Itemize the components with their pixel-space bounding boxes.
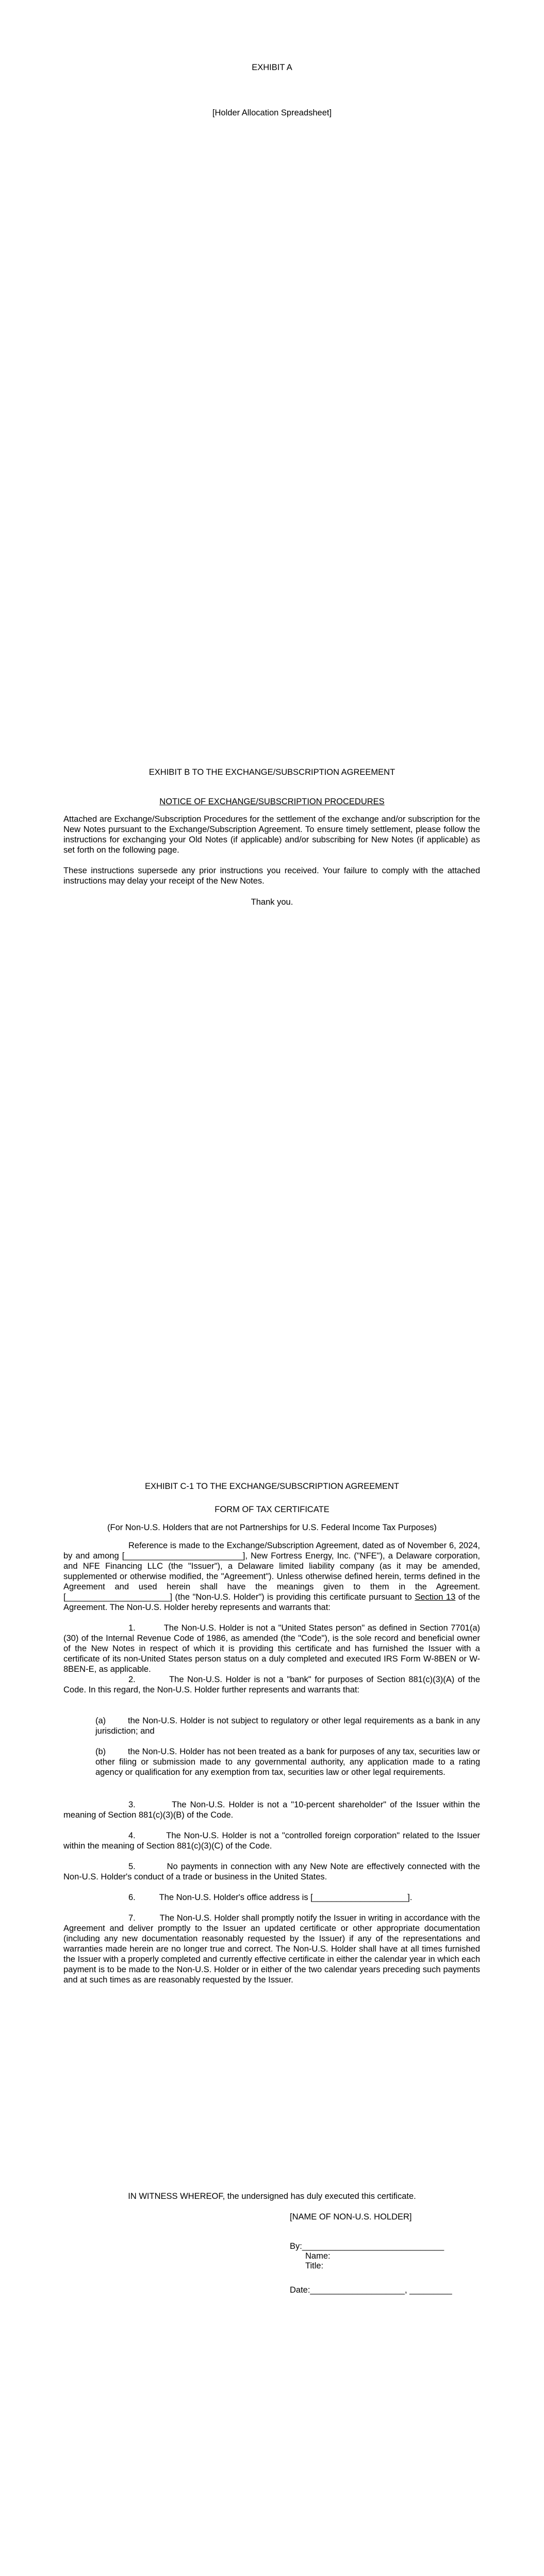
- item-1: 1. The Non-U.S. Holder is not a "United States person" as defined in Section 7701(a)(30) of the Internal Revenue Code of 1986, as amended (the "Code"), is the sole record and beneficial owner of the New Notes in respect of which it is providing this certificate and has furnished the Issuer with a certificate of its non-United States person status on a duly completed and executed IRS Form W-8BEN or W-8BEN-E, as applicable.: [63, 1623, 480, 1674]
- exhibit-b-paragraph-2: These instructions supersede any prior instructions you received. Your failure to comply with the attached instructions may delay your receipt of the New Notes.: [63, 866, 480, 886]
- exhibit-b-heading: NOTICE OF EXCHANGE/SUBSCRIPTION PROCEDURES: [159, 797, 385, 806]
- item-6: 6. The Non-U.S. Holder's office address is [____________________].: [128, 1893, 413, 1902]
- exhibit-b-paragraph-1: Attached are Exchange/Subscription Procedures for the settlement of the exchange and/or subscription for the New Notes pursuant to the Exchange/Subscription Agreement. To ensure timely settlement, please follow the instructions for exchanging your Old Notes (if applicable) and/or subscribing for New Notes (if applicable) as set forth on the following page.: [63, 815, 480, 855]
- exhibit-a-title: EXHIBIT A: [252, 63, 292, 72]
- section-13-reference: Section 13: [415, 1592, 456, 1602]
- signature-title-line: Title:: [305, 2261, 324, 2270]
- item-4: 4. The Non-U.S. Holder is not a "controlled foreign corporation" related to the Issuer within the meaning of Section 881(c)(3)(C) of the Code.: [63, 1831, 480, 1851]
- item-3: 3. The Non-U.S. Holder is not a "10-percent shareholder" of the Issuer within the meaning of Section 881(c)(3)(B) of the Code.: [63, 1800, 480, 1820]
- exhibit-c1-subheading: (For Non-U.S. Holders that are not Partnerships for U.S. Federal Income Tax Purposes): [107, 1523, 437, 1532]
- exhibit-c1-heading: FORM OF TAX CERTIFICATE: [215, 1505, 329, 1514]
- intro-paragraph: [63, 1540, 480, 1613]
- item-2: 2. The Non-U.S. Holder is not a "bank" for purposes of Section 881(c)(3)(A) of the Code. In this regard, the Non-U.S. Holder further represents and warrants that:: [63, 1675, 480, 1694]
- exhibit-b-title: EXHIBIT B TO THE EXCHANGE/SUBSCRIPTION AGREEMENT: [149, 768, 395, 777]
- item-2a-label: (a): [95, 1716, 106, 1725]
- item-2a-text: the Non-U.S. Holder is not subject to regulatory or other legal requirements as a bank in any jurisdiction; and: [95, 1716, 480, 1736]
- item-2b-label: (b): [95, 1747, 106, 1756]
- signature-name-line: Name:: [305, 2251, 331, 2261]
- exhibit-a-subtitle: [Holder Allocation Spreadsheet]: [212, 108, 332, 117]
- item-7: 7. The Non-U.S. Holder shall promptly notify the Issuer in writing in accordance with the Agreement and deliver promptly to the Issuer an updated certificate or other appropriate documentation (including any new documentation reasonably requested by the Issuer) if any of the representations and warranties made herein are no longer true and correct. The Non-U.S. Holder shall have at all times furnished the Issuer with a properly completed and currently effective certificate in either the calendar year in which each payment is to be made to the Non-U.S. Holder or in either of the two calendar years preceding such payments and at such times as are reasonably requested by the Issuer.: [63, 1913, 480, 1985]
- item-5: 5. No payments in connection with any New Note are effectively connected with the Non-U.S. Holder's conduct of a trade or business in the United States.: [63, 1862, 480, 1882]
- holder-name-placeholder: [NAME OF NON-U.S. HOLDER]: [290, 2212, 412, 2222]
- signature-date-line: Date:____________________, _________: [290, 2285, 452, 2295]
- witness-statement: IN WITNESS WHEREOF, the undersigned has duly executed this certificate.: [128, 2192, 416, 2201]
- item-2b-text: the Non-U.S. Holder has not been treated as a bank for purposes of any tax, securities law or other filing or submission made to any governmental authority, any application made to a rating agency or qualification for any exemption from tax, securities law or other legal requirements.: [95, 1747, 480, 1777]
- item-2b: [95, 1747, 480, 1777]
- exhibit-b-thanks: Thank you.: [251, 897, 293, 907]
- item-2a: [95, 1716, 480, 1736]
- exhibit-c1-title: EXHIBIT C-1 TO THE EXCHANGE/SUBSCRIPTION AGREEMENT: [145, 1482, 399, 1491]
- signature-by-line: By:______________________________: [290, 2242, 444, 2251]
- intro-text-a: Reference is made to the Exchange/Subscription Agreement, dated as of November 6, 2024, by and among [_________________________], New Fortress Energy, Inc. ("NFE"), a Delaware corporation, and NFE Financing LLC (the "Issuer"), a Delaware limited liability company (as it may be amended, supplemented or otherwise modified, the "Agreement"). Unless otherwise defined herein, terms defined in the Agreement and used herein shall have the meanings given to them in the Agreement. [______________________] (the "Non-U.S. Holder") is providing this certificate pursuant to: [63, 1541, 480, 1602]
- intro-text-b: of the Agreement. The Non-U.S. Holder hereby represents and warrants that:: [63, 1592, 480, 1612]
